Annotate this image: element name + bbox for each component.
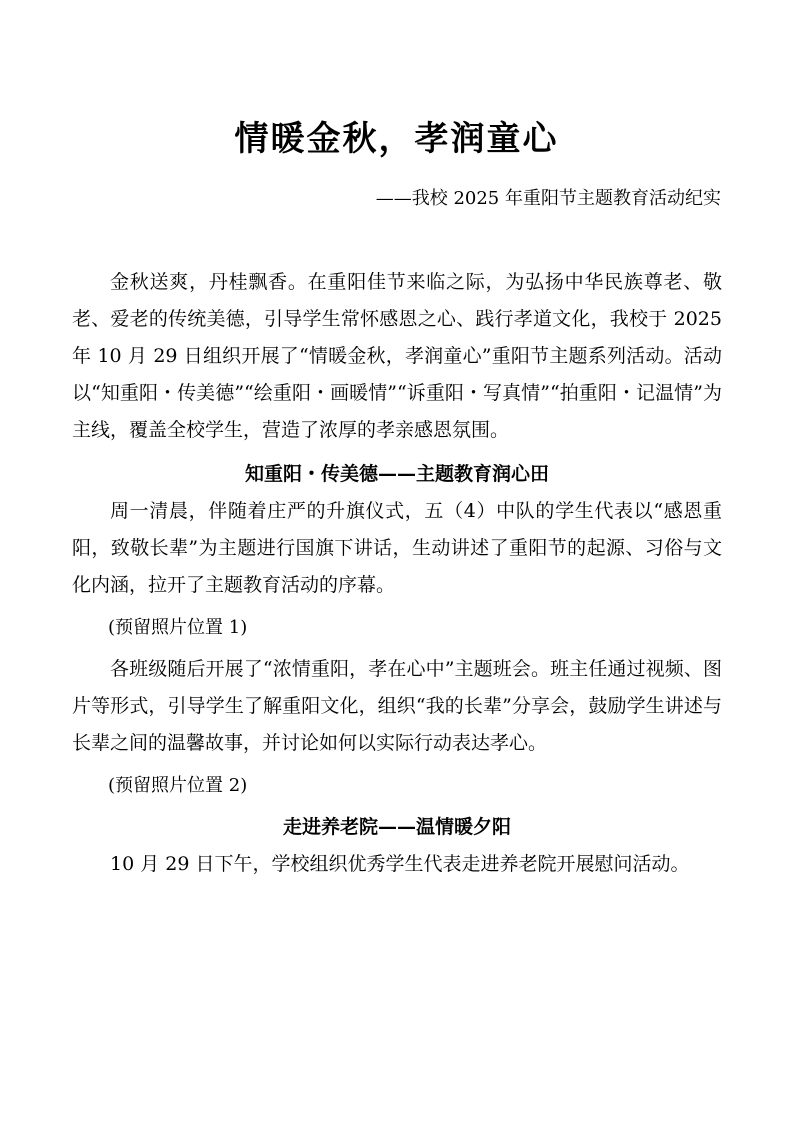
photo-placeholder-2: (预留照片位置 2) xyxy=(108,775,248,796)
section-heading-2: 走进养老院——温情暖夕阳 xyxy=(282,816,511,838)
section2-paragraph-1: 10 月 29 日下午，学校组织优秀学生代表走进养老院开展慰问活动。 xyxy=(110,853,690,875)
section1-paragraph-1: 周一清晨，伴随着庄严的升旗仪式，五（4）中队的学生代表以“感恩重阳，致敬长辈”为主题进行国旗下讲话，生动讲述了重阳节的起源、习俗与文化内涵，拉开了主题教育活动的序幕。 xyxy=(72,500,722,596)
intro-paragraph: 金秋送爽，丹桂飘香。在重阳佳节来临之际，为弘扬中华民族尊老、敬老、爱老的传统美德，引导学生常怀感恩之心、践行孝道文化，我校于 2025 年 10 月 29 日组织开展了“情暖金秋，孝润童心”重阳节主题系列活动。活动以“知重阳・传美德”“绘重阳・画暖情”“诉重阳・写真情”“拍重阳・记温情”为主线，覆盖全校学生，营造了浓厚的孝亲感恩氛围。 xyxy=(72,271,722,441)
document-subtitle: ——我校 2025 年重阳节主题教育活动纪实 xyxy=(375,188,721,209)
section-heading-1: 知重阳・传美德——主题教育润心田 xyxy=(244,463,549,485)
section1-paragraph-2: 各班级随后开展了“浓情重阳，孝在心中”主题班会。班主任通过视频、图片等形式，引导学生了解重阳文化，组织“我的长辈”分享会，鼓励学生讲述与长辈之间的温馨故事，并讨论如何以实际行动表达孝心。 xyxy=(72,658,722,754)
document-title: 情暖金秋，孝润童心 xyxy=(234,119,559,159)
document-body xyxy=(72,264,722,883)
photo-placeholder-1: (预留照片位置 1) xyxy=(108,617,248,638)
